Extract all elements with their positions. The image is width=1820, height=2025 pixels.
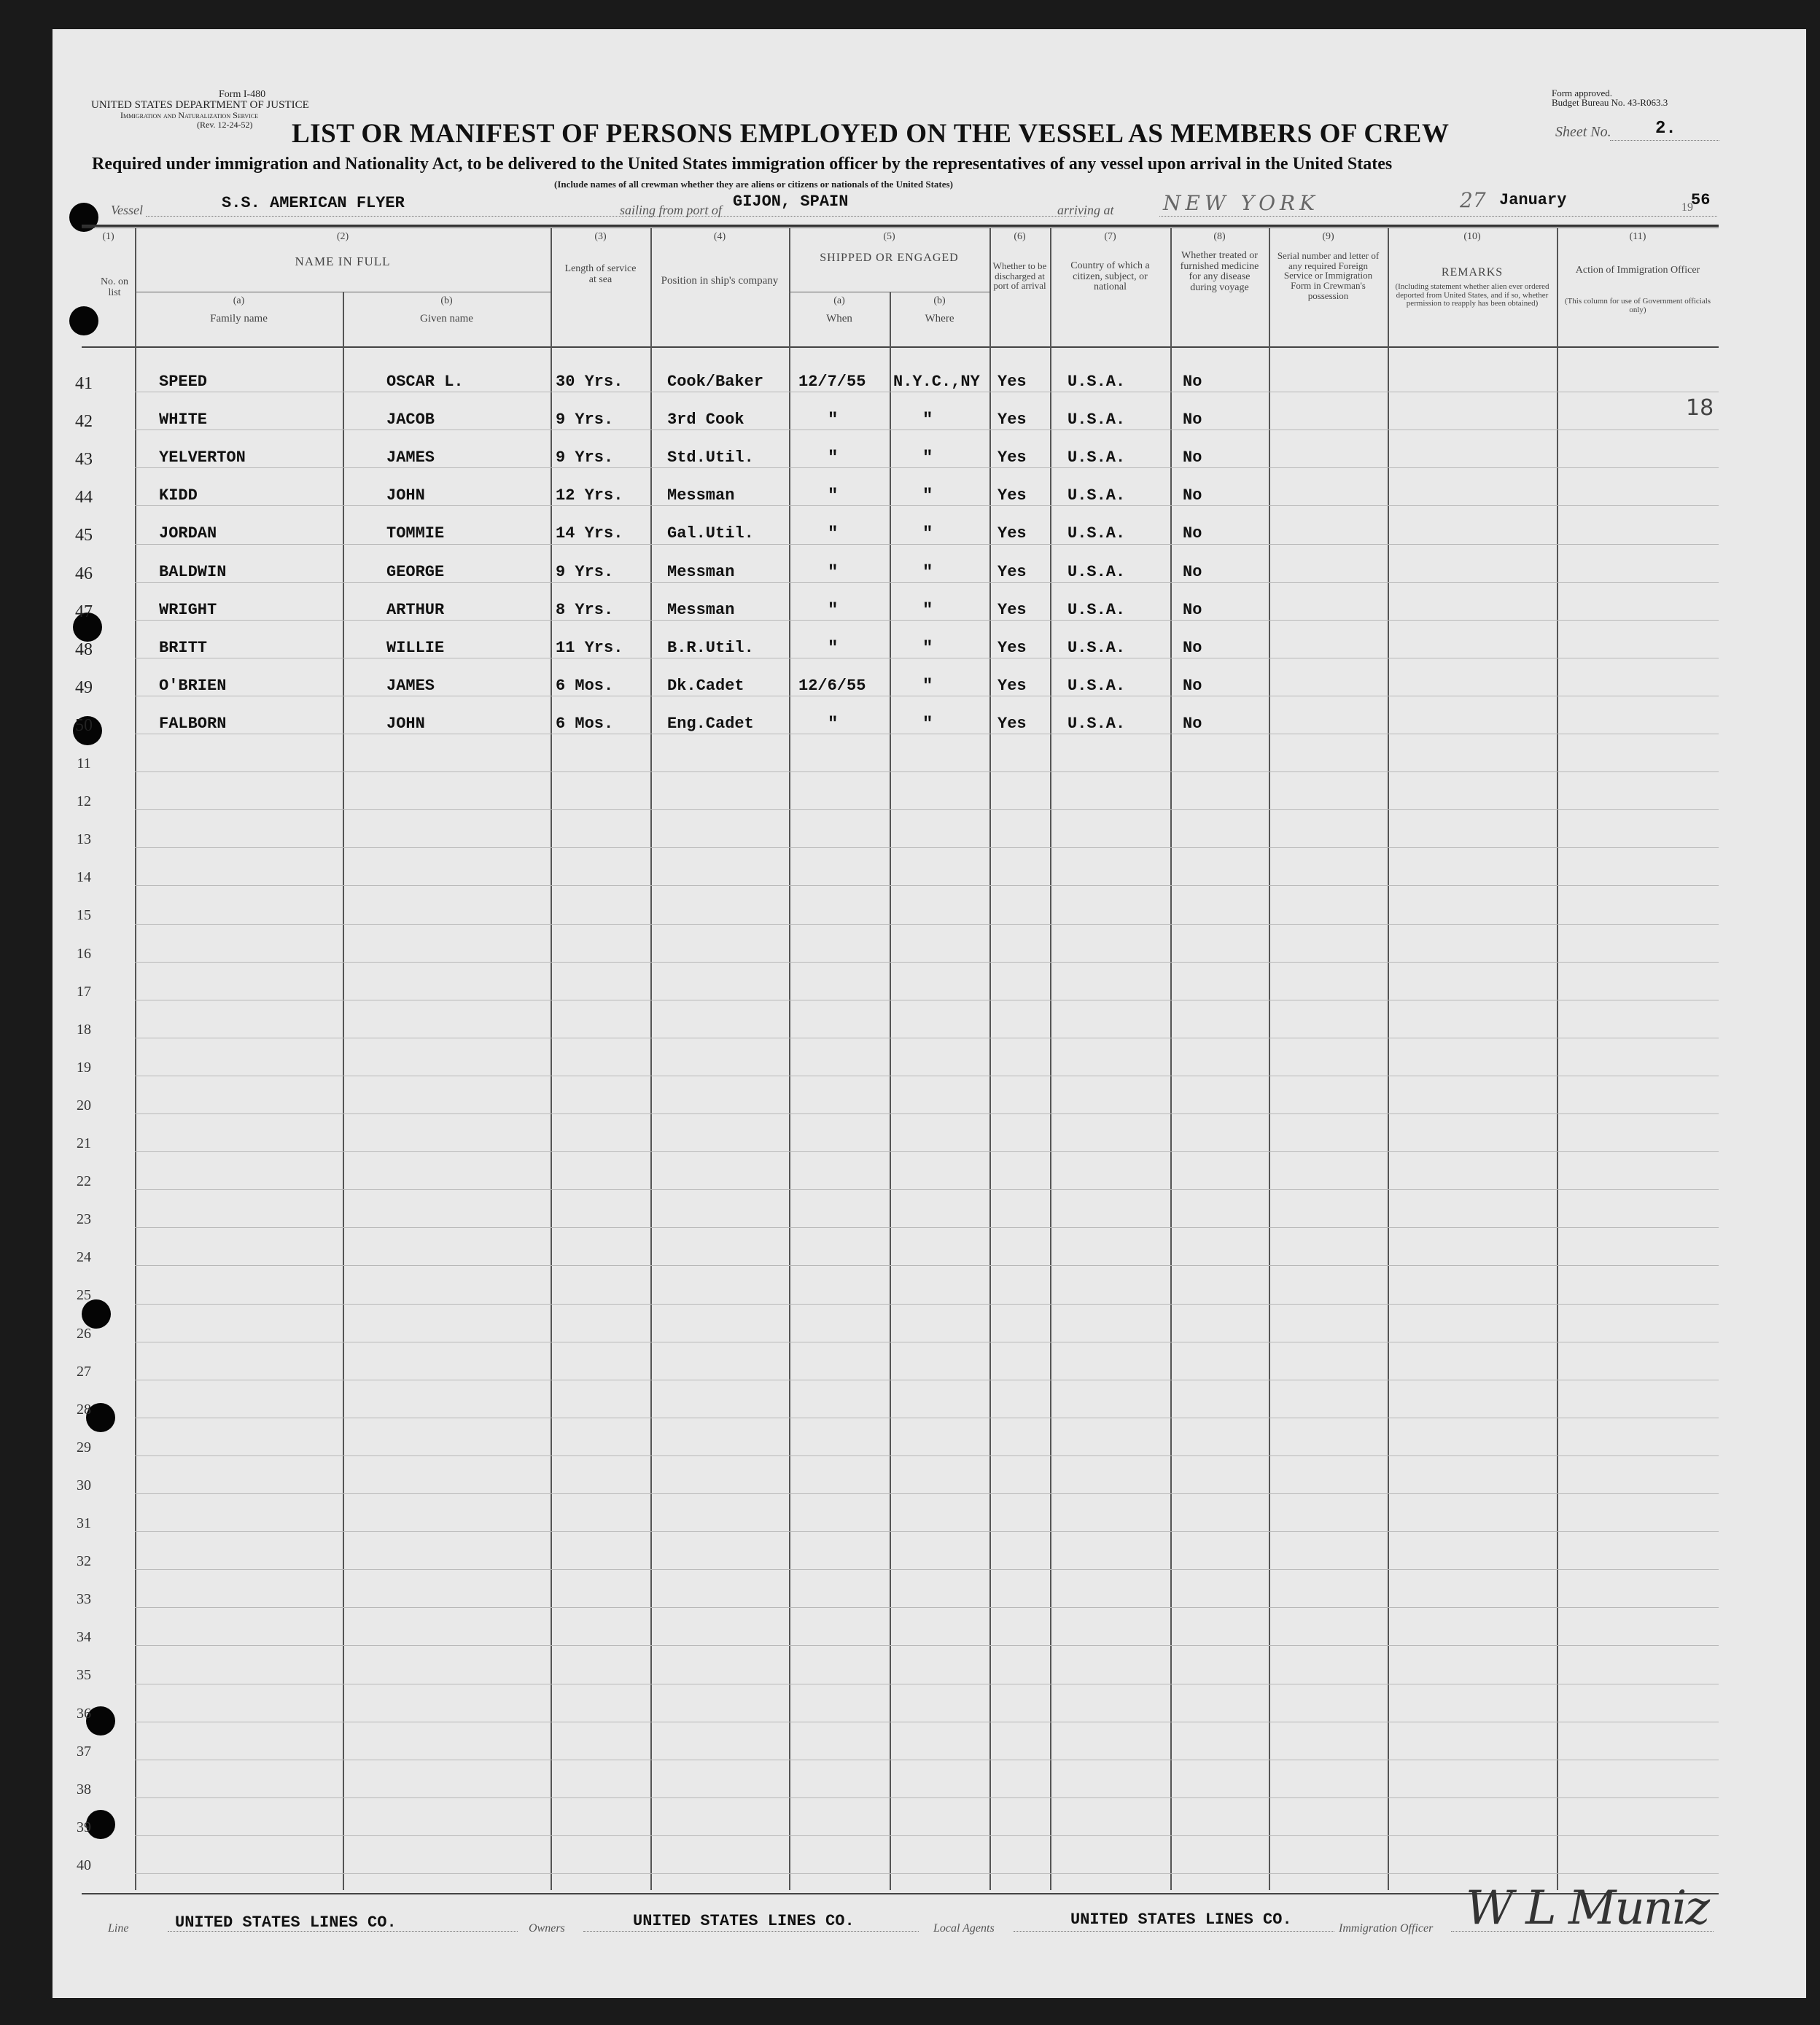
owners-value: UNITED STATES LINES CO. — [633, 1912, 855, 1930]
row-rule — [135, 924, 1719, 925]
cell-when: " — [828, 600, 839, 621]
row-number: 25 — [77, 1287, 91, 1304]
cell-country: U.S.A. — [1068, 524, 1126, 543]
col-10-number: (10) — [1463, 231, 1481, 242]
row-number: 41 — [75, 374, 93, 393]
cell-discharged: Yes — [998, 524, 1027, 543]
row-rule — [135, 1873, 1719, 1874]
row-number: 15 — [77, 907, 91, 924]
cell-where: " — [922, 676, 933, 696]
cell-treated: No — [1183, 676, 1202, 695]
row-rule — [135, 1531, 1719, 1532]
cell-treated: No — [1183, 600, 1202, 619]
cell-where: " — [922, 411, 933, 431]
cell-service: 9 Yrs. — [556, 411, 614, 430]
col-4-number: (4) — [713, 231, 726, 242]
cell-service: 6 Mos. — [556, 676, 614, 695]
col-1-header: No. on list — [100, 276, 129, 298]
line-label: Line — [108, 1922, 129, 1935]
row-number: 16 — [77, 945, 91, 962]
col-11-header: Action of Immigration Officer — [1575, 265, 1700, 276]
row-number: 48 — [75, 640, 93, 659]
cell-position: Dk.Cadet — [667, 676, 744, 695]
row-number: 35 — [77, 1667, 91, 1684]
row-number: 27 — [77, 1363, 91, 1380]
row-number: 19 — [77, 1059, 91, 1076]
vessel-label: Vessel — [111, 203, 143, 217]
cell-family: KIDD — [159, 486, 198, 505]
agents-value: UNITED STATES LINES CO. — [1070, 1911, 1292, 1929]
col-8-number: (8) — [1213, 231, 1226, 242]
col-2b-number: (b) — [440, 295, 453, 306]
cell-treated: No — [1183, 373, 1202, 391]
col-7-header: Country of which a citizen, subject, or national — [1070, 260, 1150, 293]
col-5-header: SHIPPED OR ENGAGED — [820, 252, 959, 264]
year-prefix: 19 — [1681, 201, 1693, 214]
col-2-number: (2) — [336, 231, 349, 242]
row-number: 40 — [77, 1857, 91, 1873]
form-number: Form I-480 — [219, 89, 266, 100]
cell-family: SPEED — [159, 373, 208, 391]
row-number: 22 — [77, 1173, 91, 1190]
cell-position: Messman — [667, 562, 735, 581]
budget-bureau: Budget Bureau No. 43-R063.3 — [1552, 97, 1668, 108]
col-9-number: (9) — [1322, 231, 1334, 242]
col-7-number: (7) — [1104, 231, 1116, 242]
cell-country: U.S.A. — [1068, 411, 1126, 430]
col-8-header: Whether treated or furnished medicine for any disease during voyage — [1180, 250, 1259, 294]
cell-service: 8 Yrs. — [556, 600, 614, 619]
row-rule — [135, 1265, 1719, 1266]
cell-discharged: Yes — [998, 373, 1027, 391]
row-number: 12 — [77, 793, 91, 810]
cell-family: JORDAN — [159, 524, 217, 543]
cell-when: 12/7/55 — [798, 373, 866, 391]
cell-position: Messman — [667, 486, 735, 505]
vessel-name: S.S. AMERICAN FLYER — [222, 194, 405, 212]
row-number: 32 — [77, 1553, 91, 1570]
cell-discharged: Yes — [998, 676, 1027, 695]
cell-where: " — [922, 486, 933, 507]
row-number: 24 — [77, 1249, 91, 1266]
cell-when: " — [828, 448, 839, 469]
row-number: 28 — [77, 1401, 91, 1418]
row-number: 45 — [75, 526, 93, 545]
cell-service: 30 Yrs. — [556, 373, 623, 391]
cell-when: " — [828, 562, 839, 583]
cell-country: U.S.A. — [1068, 486, 1126, 505]
row-number: 13 — [77, 831, 91, 848]
col-3-header: Length of service at sea — [564, 263, 637, 285]
cell-when: " — [828, 411, 839, 431]
row-number: 30 — [77, 1477, 91, 1493]
cell-given: JAMES — [386, 676, 435, 695]
cell-when: " — [828, 638, 839, 658]
officer-signature: W L Muniz — [1466, 1881, 1709, 1935]
cell-country: U.S.A. — [1068, 676, 1126, 695]
punch-hole — [69, 306, 98, 335]
row-number: 33 — [77, 1591, 91, 1608]
page-subtitle: Required under immigration and Nationality Act, to be delivered to the United States immigration officer by the representatives of any vessel upon arrival in the United States — [92, 155, 1393, 174]
cell-family: FALBORN — [159, 714, 227, 733]
row-number: 44 — [75, 488, 93, 508]
cell-where: " — [922, 448, 933, 469]
cell-where: " — [922, 524, 933, 545]
cell-given: GEORGE — [386, 562, 445, 581]
row-rule — [135, 1835, 1719, 1836]
agents-label: Local Agents — [933, 1922, 995, 1935]
cell-position: Cook/Baker — [667, 373, 764, 391]
col-2a-number: (a) — [233, 295, 245, 306]
cell-discharged: Yes — [998, 600, 1027, 619]
col-11-note: (This column for use of Government officials only) — [1564, 297, 1711, 314]
row-number: 37 — [77, 1743, 91, 1760]
row-number: 31 — [77, 1515, 91, 1531]
sheet-label: Sheet No. — [1555, 124, 1611, 140]
row-number: 17 — [77, 983, 91, 1000]
form-approved: Form approved. — [1552, 88, 1613, 98]
cell-service: 14 Yrs. — [556, 524, 623, 543]
row-rule — [135, 847, 1719, 848]
revision: (Rev. 12-24-52) — [197, 120, 253, 130]
cell-family: WRIGHT — [159, 600, 217, 619]
row-rule — [135, 1455, 1719, 1456]
row-number: 46 — [75, 564, 93, 583]
col-5a-number: (a) — [833, 295, 845, 306]
arrival-port: NEW YORK — [1163, 191, 1320, 215]
cell-treated: No — [1183, 524, 1202, 543]
col-3-number: (3) — [594, 231, 607, 242]
cell-service: 6 Mos. — [556, 714, 614, 733]
col-2-header: NAME IN FULL — [295, 254, 391, 268]
col-10-header: REMARKS — [1441, 266, 1504, 279]
row-number: 43 — [75, 450, 93, 470]
cell-when: " — [828, 486, 839, 507]
year-suffix: 56 — [1691, 191, 1711, 209]
row-rule — [135, 1227, 1719, 1228]
col-4-header: Position in ship's company — [661, 275, 779, 287]
row-number: 38 — [77, 1781, 91, 1797]
row-rule — [135, 1304, 1719, 1305]
row-rule — [135, 1113, 1719, 1114]
row-number: 47 — [75, 602, 93, 621]
cell-discharged: Yes — [998, 486, 1027, 505]
row-number: 14 — [77, 869, 91, 886]
col-2b-header: Given name — [420, 313, 473, 324]
department: UNITED STATES DEPARTMENT OF JUSTICE — [91, 99, 309, 111]
row-number: 11 — [77, 755, 91, 771]
page-note: (Include names of all crewman whether they are aliens or citizens or nationals of the United States) — [554, 179, 953, 190]
cell-given: TOMMIE — [386, 524, 445, 543]
row-number: 20 — [77, 1097, 91, 1113]
row-number: 23 — [77, 1211, 91, 1228]
cell-position: Messman — [667, 600, 735, 619]
col-1-number: (1) — [102, 231, 114, 242]
row-number: 26 — [77, 1325, 91, 1342]
cell-discharged: Yes — [998, 411, 1027, 430]
cell-position: Gal.Util. — [667, 524, 754, 543]
row-rule — [135, 1645, 1719, 1646]
row-number: 18 — [77, 1021, 91, 1038]
sheet-number: 2. — [1655, 119, 1676, 139]
row-number: 34 — [77, 1629, 91, 1646]
arrival-day: 27 — [1460, 188, 1486, 212]
cell-given: OSCAR L. — [386, 373, 464, 391]
cell-treated: No — [1183, 411, 1202, 430]
cell-family: YELVERTON — [159, 448, 246, 467]
service: Immigration and Naturalization Service — [120, 110, 259, 120]
col-5b-header: Where — [925, 313, 954, 324]
cell-family: BRITT — [159, 638, 208, 657]
col-9-header: Serial number and letter of any required Foreign Service or Immigration Form in Crewman's possession — [1277, 250, 1380, 301]
cell-when: " — [828, 714, 839, 734]
cell-where: " — [922, 562, 933, 583]
sailing-label: sailing from port of — [620, 203, 722, 217]
row-rule — [135, 771, 1719, 772]
col-5a-header: When — [826, 313, 852, 324]
col-6-header: Whether to be discharged at port of arrival — [992, 260, 1047, 292]
cell-given: JOHN — [386, 486, 425, 505]
row-rule — [135, 962, 1719, 963]
cell-family: O'BRIEN — [159, 676, 227, 695]
cell-treated: No — [1183, 486, 1202, 505]
cell-given: JACOB — [386, 411, 435, 430]
row-number: 21 — [77, 1135, 91, 1151]
cell-country: U.S.A. — [1068, 714, 1126, 733]
officer-label: Immigration Officer — [1339, 1922, 1434, 1935]
cell-given: WILLIE — [386, 638, 445, 657]
row-rule — [135, 1151, 1719, 1152]
cell-country: U.S.A. — [1068, 373, 1126, 391]
col-10-note: (Including statement whether alien ever ordered deported from United States, and if so, whether permission to reapply has been obtained) — [1395, 282, 1549, 308]
cell-when: " — [828, 524, 839, 545]
cell-given: ARTHUR — [386, 600, 445, 619]
row-number: 36 — [77, 1705, 91, 1722]
cell-where: " — [922, 714, 933, 734]
cell-position: Eng.Cadet — [667, 714, 754, 733]
arrival-month: January — [1499, 191, 1567, 209]
cell-treated: No — [1183, 638, 1202, 657]
cell-given: JAMES — [386, 448, 435, 467]
arriving-label: arriving at — [1057, 203, 1114, 217]
col-11-number: (11) — [1629, 231, 1646, 242]
row-number: 49 — [75, 677, 93, 697]
row-rule — [135, 1569, 1719, 1570]
cell-where: " — [922, 600, 933, 621]
page-title: LIST OR MANIFEST OF PERSONS EMPLOYED ON THE VESSEL AS MEMBERS OF CREW — [292, 119, 1450, 149]
row-number: 29 — [77, 1439, 91, 1455]
cell-discharged: Yes — [998, 714, 1027, 733]
row-number: 42 — [75, 412, 93, 432]
line-value: UNITED STATES LINES CO. — [175, 1913, 397, 1932]
col-2a-header: Family name — [210, 313, 268, 324]
cell-service: 11 Yrs. — [556, 638, 623, 657]
cell-position: Std.Util. — [667, 448, 754, 467]
col-5-number: (5) — [883, 231, 895, 242]
cell-country: U.S.A. — [1068, 448, 1126, 467]
row-rule — [135, 1607, 1719, 1608]
cell-treated: No — [1183, 562, 1202, 581]
cell-when: 12/6/55 — [798, 676, 866, 695]
cell-discharged: Yes — [998, 638, 1027, 657]
col-5b-number: (b) — [933, 295, 946, 306]
row-rule — [135, 1797, 1719, 1798]
cell-family: WHITE — [159, 411, 208, 430]
row-number: 39 — [77, 1819, 91, 1835]
cell-service: 12 Yrs. — [556, 486, 623, 505]
official-mark: 18 — [1686, 395, 1714, 421]
cell-family: BALDWIN — [159, 562, 227, 581]
row-rule — [135, 885, 1719, 886]
cell-service: 9 Yrs. — [556, 448, 614, 467]
cell-position: 3rd Cook — [667, 411, 744, 430]
cell-position: B.R.Util. — [667, 638, 754, 657]
row-number: 50 — [75, 715, 93, 735]
cell-service: 9 Yrs. — [556, 562, 614, 581]
cell-treated: No — [1183, 448, 1202, 467]
cell-where: " — [922, 638, 933, 658]
row-rule — [135, 1493, 1719, 1494]
cell-discharged: Yes — [998, 448, 1027, 467]
cell-country: U.S.A. — [1068, 600, 1126, 619]
owners-label: Owners — [529, 1922, 565, 1935]
col-6-number: (6) — [1014, 231, 1026, 242]
sailing-port: GIJON, SPAIN — [733, 193, 849, 211]
cell-country: U.S.A. — [1068, 638, 1126, 657]
cell-treated: No — [1183, 714, 1202, 733]
cell-where: N.Y.C.,NY — [893, 373, 980, 391]
cell-country: U.S.A. — [1068, 562, 1126, 581]
cell-given: JOHN — [386, 714, 425, 733]
row-rule — [135, 1189, 1719, 1190]
cell-discharged: Yes — [998, 562, 1027, 581]
row-rule — [135, 809, 1719, 810]
